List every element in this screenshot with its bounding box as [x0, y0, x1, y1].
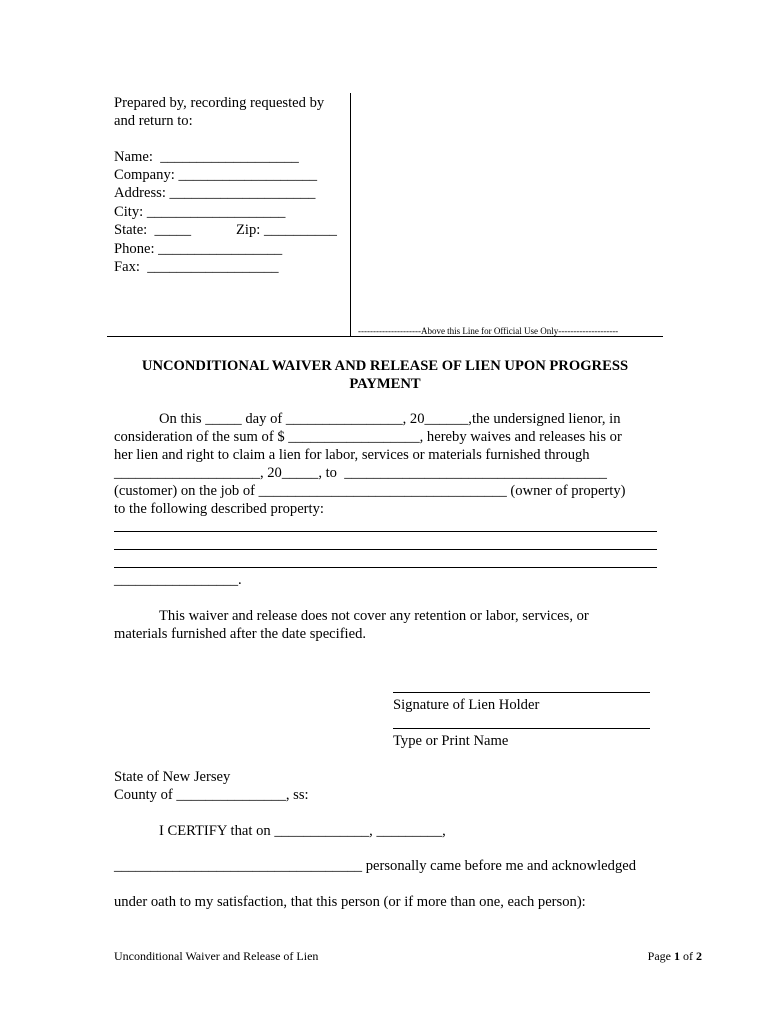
waiver-text-line: ____________________, 20_____, to ____________________________________ [114, 465, 607, 481]
header-divider-horizontal [107, 336, 663, 337]
header-divider-vertical [350, 93, 351, 336]
waiver-text-line: to the following described property: [114, 501, 324, 517]
page-of: of [680, 949, 696, 963]
phone-field[interactable]: Phone: _________________ [114, 241, 283, 257]
notary-county[interactable]: County of _______________, ss: [114, 787, 309, 803]
company-field[interactable]: Company: ___________________ [114, 167, 318, 183]
name-field[interactable]: Name: ___________________ [114, 149, 299, 165]
page-total: 2 [696, 949, 702, 963]
waiver-text-line: (customer) on the job of __________________________________ (owner of property) [114, 483, 626, 499]
print-name-line[interactable] [393, 728, 650, 729]
notary-oath: under oath to my satisfaction, that this person (or if more than one, each person): [114, 894, 586, 910]
print-name-label: Type or Print Name [393, 733, 509, 749]
waiver-text-line: her lien and right to claim a lien for labor, services or materials furnished through [114, 447, 590, 463]
notary-state: State of New Jersey [114, 769, 231, 785]
title-line-1: UNCONDITIONAL WAIVER AND RELEASE OF LIEN UPON PROGRESS [141, 358, 629, 374]
address-field[interactable]: Address: ____________________ [114, 185, 316, 201]
property-description-line[interactable] [114, 531, 657, 532]
prepared-by-label-cont: and return to: [114, 113, 193, 129]
page-current: 1 [674, 949, 680, 963]
page-prefix: Page [647, 949, 674, 963]
state-field[interactable]: State: _____ [114, 222, 192, 238]
retention-text-line: This waiver and release does not cover any retention or labor, services, or [159, 608, 589, 624]
official-use-notice: ---------------------Above this Line for Official Use Only-------------------- [358, 326, 619, 336]
signature-label: Signature of Lien Holder [393, 697, 540, 713]
retention-text-line: materials furnished after the date specified. [114, 626, 367, 642]
footer-page-number [648, 949, 702, 963]
notary-certify[interactable]: I CERTIFY that on _____________, _________, [159, 823, 446, 839]
property-description-line[interactable] [114, 549, 657, 550]
title-line-2: PAYMENT [349, 376, 421, 392]
city-field[interactable]: City: ___________________ [114, 204, 286, 220]
prepared-by-label: Prepared by, recording requested by [114, 95, 325, 111]
waiver-text-line: consideration of the sum of $ __________________, hereby waives and releases his or [114, 429, 622, 445]
document-title [114, 357, 656, 393]
property-description-line[interactable] [114, 567, 657, 568]
signature-line[interactable] [393, 692, 650, 693]
waiver-text-line: On this _____ day of ________________, 20______,the undersigned lienor, in [159, 411, 621, 427]
footer-document-title: Unconditional Waiver and Release of Lien [114, 949, 319, 963]
fax-field[interactable]: Fax: __________________ [114, 259, 279, 275]
zip-field[interactable]: Zip: __________ [236, 222, 337, 238]
notary-personally[interactable]: __________________________________ personally came before me and acknowledged [114, 858, 637, 874]
property-description-end[interactable]: _________________. [114, 572, 242, 588]
